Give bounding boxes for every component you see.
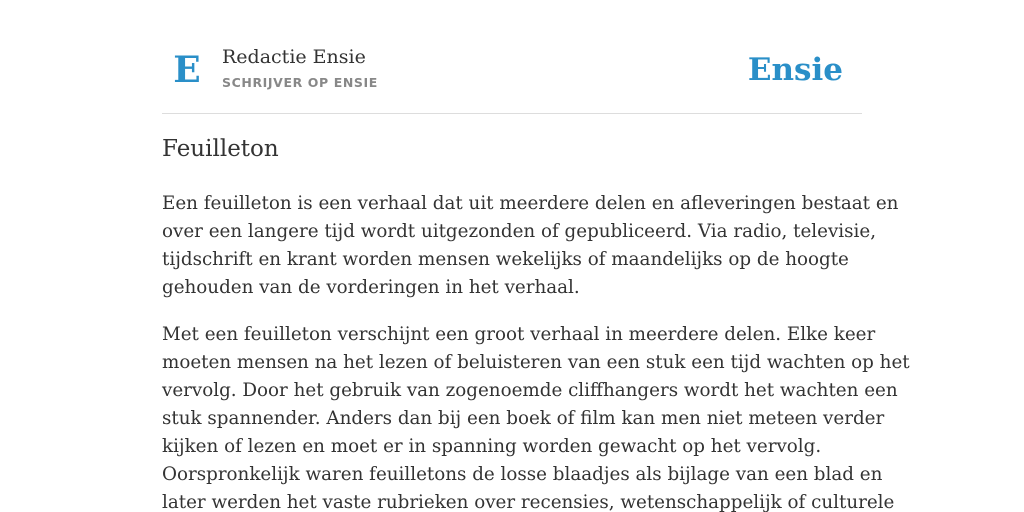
article-card <box>162 0 910 512</box>
article-title: Feuilleton <box>162 136 279 162</box>
paragraph-2 <box>162 321 910 512</box>
author-name[interactable]: Redactie Ensie <box>222 46 366 68</box>
text-line: Oorspronkelijk waren feuilletons de losse blaadjes als bijlage van een blad en <box>162 464 883 485</box>
paragraph-1 <box>162 190 899 302</box>
text-line: Met een feuilleton verschijnt een groot verhaal in meerdere delen. Elke keer <box>162 324 876 345</box>
text-line: later werden het vaste rubrieken over recensies, wetenschappelijk of culturele <box>162 492 895 512</box>
text-line: Een feuilleton is een verhaal dat uit meerdere delen en afleveringen bestaat en <box>162 193 899 214</box>
ensie-logo[interactable]: Ensie <box>747 52 843 88</box>
text-line: vervolg. Door het gebruik van zogenoemde cliffhangers wordt het wachten een <box>162 380 898 401</box>
text-line: moeten mensen na het lezen of beluisteren van een stuk een tijd wachten op het <box>162 352 910 373</box>
author-role: SCHRIJVER OP ENSIE <box>222 75 378 90</box>
text-line: over een langere tijd wordt uitgezonden of gepubliceerd. Via radio, televisie, <box>162 221 877 242</box>
text-line: gehouden van de vorderingen in het verhaal. <box>162 277 580 298</box>
article-body <box>162 190 910 512</box>
author-header <box>162 0 862 114</box>
text-line: kijken of lezen en moet er in spanning worden gewacht op het vervolg. <box>162 436 822 457</box>
text-line: tijdschrift en krant worden mensen wekelijks of maandelijks op de hoogte <box>162 249 849 270</box>
text-line: stuk spannender. Anders dan bij een boek of film kan men niet meteen verder <box>162 408 885 429</box>
author-avatar[interactable]: E <box>173 49 201 91</box>
